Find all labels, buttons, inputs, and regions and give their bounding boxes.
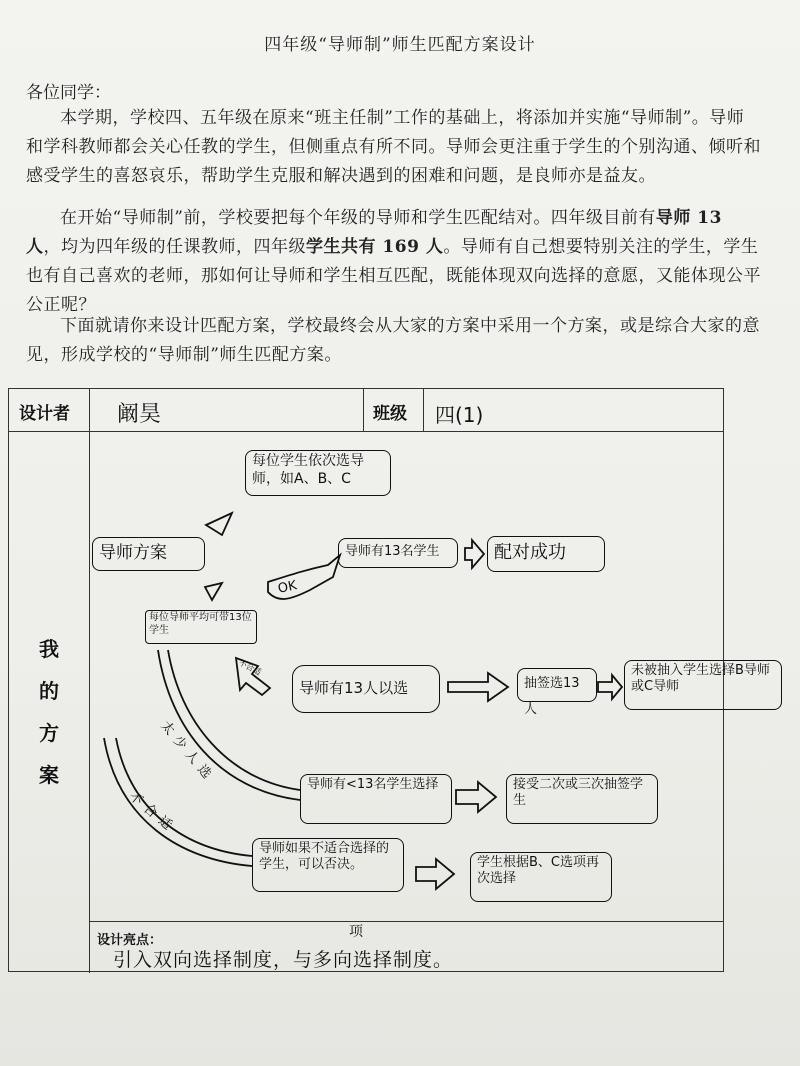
intro-text: ，均为四年级的任课教师，四年级 [43, 237, 306, 257]
plan-title-box: 导师方案 [92, 537, 205, 571]
curve-not-fit-outer [104, 738, 252, 866]
draw13-box: 抽签选13人 [517, 668, 597, 702]
not-fit-tag-label: 不合适 [237, 657, 263, 678]
arrow-to-draw13 [448, 673, 508, 701]
curve-too-few-inner [168, 650, 300, 790]
second-draw-box: 接受二次或三次抽签学生 [506, 774, 658, 824]
highlight-label: 设计亮点： [97, 933, 163, 948]
intro-paragraph-1: 本学期，学校四、五年级在原来“班主任制”工作的基础上，将添加并实施“导师制”。导师和学科教师都会关心任教的学生，但侧重点有所不同。导师会更注重于学生的个别沟通、倾听和感受学生的喜怒哀乐，帮助学生克服和解决遇到的困难和问题，是良师亦是益友。 [26, 108, 761, 186]
class-label: 班级 [373, 404, 407, 424]
arrow-down-triangle [205, 583, 222, 600]
teacher-capacity-box: 每位导师平均可带13位学生 [145, 610, 257, 644]
arrow-to-not-drawn [598, 675, 622, 699]
plan-label-char: 案 [39, 763, 59, 787]
highlight-insert-mark: 项 [349, 924, 363, 940]
reselect-box: 学生根据B、C选项再次选择 [470, 852, 612, 902]
designer-label: 设计者 [19, 404, 70, 424]
not-drawn-box: 未被抽入学生选择B导师或C导师 [624, 660, 782, 710]
designer-value: 阚昊 [117, 402, 162, 427]
ok-flag-label: OK [276, 578, 299, 597]
reject-box: 导师如果不适合选择的学生，可以否决。 [252, 838, 404, 892]
highlight-value: 引入双向选择制度，与多向选择制度。 [113, 949, 454, 971]
exact13-box: 导师有13名学生 [338, 538, 458, 568]
arrow-to-second-draw [456, 782, 496, 812]
intro-paragraph-3: 下面就请你来设计匹配方案，学校最终会从大家的方案中采用一个方案，或是综合大家的意见，形成学校的“导师制”师生匹配方案。 [26, 316, 760, 365]
match-success-box: 配对成功 [487, 536, 605, 572]
plan-label-char: 我 [39, 637, 59, 661]
arrow-to-success [465, 540, 484, 568]
arrow-up-triangle [206, 513, 232, 535]
student-count: 学生共有 169 人 [306, 237, 444, 257]
greeting: 各位同学： [26, 83, 111, 103]
not-fit-curve-label: 不合适 [125, 789, 180, 838]
under13-box: 导师有<13名学生选择 [300, 774, 452, 824]
class-value: 四(1) [435, 403, 484, 427]
plan-label-char: 方 [39, 721, 59, 745]
teacher-count: 导师 13 人 [26, 208, 722, 257]
arrow-to-reselect [416, 859, 454, 889]
student-choose-box: 每位学生依次选导师，如A、B、C [245, 450, 391, 496]
over13-box: 导师有13人以选 [292, 665, 440, 713]
plan-label-char: 的 [39, 679, 59, 703]
page-title: 四年级“导师制”师生匹配方案设计 [264, 35, 536, 55]
intro-text: 。导师有自己想要特别关注的学生，学生也有自己喜欢的老师，那如何让导师和学生相互匹配，既能体现双向选择的意愿，又能体现公平公正呢？ [26, 237, 761, 315]
intro-text: 在开始“导师制”前，学校要把每个年级的导师和学生匹配结对。四年级目前有 [60, 208, 656, 228]
too-few-label: 太少人选 [157, 718, 218, 787]
